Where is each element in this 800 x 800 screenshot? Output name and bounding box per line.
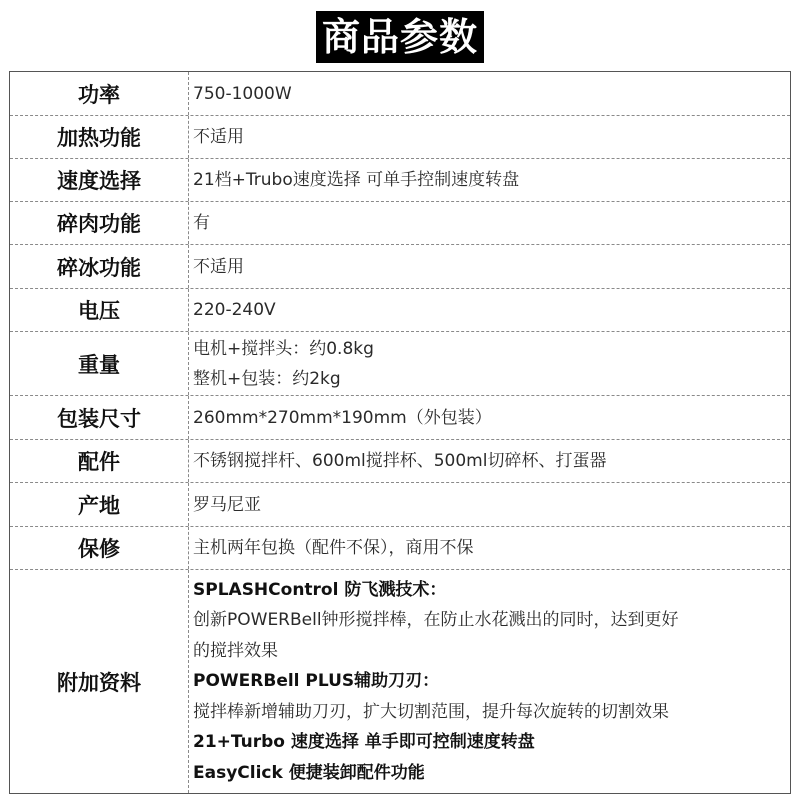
spec-row-origin — [10, 483, 790, 527]
spec-label: 加热功能 — [10, 116, 189, 158]
spec-label: 重量 — [10, 332, 189, 395]
spec-value — [189, 527, 790, 569]
spec-value-line: 不适用 — [193, 256, 244, 277]
feature-heading: SPLASHControl 防飞溅技术： — [193, 579, 447, 600]
feature-heading: 21+Turbo 速度选择 单手即可控制速度转盘 — [193, 732, 535, 753]
spec-value-line: 不适用 — [193, 127, 244, 147]
spec-value-line: 有 — [193, 213, 210, 233]
spec-label: 电压 — [10, 289, 189, 331]
spec-value-line: 21档+Trubo速度选择 可单手控制速度转盘 — [193, 170, 520, 190]
spec-value-line: 罗马尼亚 — [193, 494, 261, 515]
spec-value — [189, 440, 790, 482]
spec-value — [189, 202, 790, 244]
spec-label: 功率 — [10, 72, 189, 115]
page-title: 商品参数 — [316, 11, 484, 63]
spec-value — [189, 245, 790, 288]
spec-row-accessories — [10, 440, 790, 483]
spec-value-line: 整机+包装：约2kg — [193, 368, 341, 389]
spec-row-meat — [10, 202, 790, 245]
feature-heading: EasyClick 便捷装卸配件功能 — [193, 762, 425, 783]
spec-value — [189, 396, 790, 439]
spec-row-voltage — [10, 289, 790, 332]
spec-label: 速度选择 — [10, 159, 189, 201]
spec-row-warranty — [10, 527, 790, 570]
spec-label: 附加资料 — [10, 570, 189, 793]
spec-value — [189, 332, 790, 395]
spec-row-additional-info — [10, 570, 790, 793]
spec-value — [189, 483, 790, 526]
spec-label: 碎肉功能 — [10, 202, 189, 244]
spec-value — [189, 116, 790, 158]
spec-value — [189, 72, 790, 115]
spec-value-line: 220-240V — [193, 300, 276, 320]
feature-description: 创新POWERBell钟形搅拌棒，在防止水花溅出的同时，达到更好 — [193, 610, 679, 631]
spec-label: 保修 — [10, 527, 189, 569]
spec-value-line: 电机+搅拌头：约0.8kg — [193, 338, 374, 359]
feature-description: 的搅拌效果 — [193, 640, 278, 661]
spec-row-package-size — [10, 396, 790, 440]
spec-row-speed — [10, 159, 790, 202]
title-wrap — [0, 11, 800, 63]
feature-heading: POWERBell PLUS辅助刀刃： — [193, 671, 440, 692]
spec-label: 包装尺寸 — [10, 396, 189, 439]
spec-table — [9, 71, 791, 794]
spec-value-line: 260mm*270mm*190mm（外包装） — [193, 407, 492, 428]
spec-label: 产地 — [10, 483, 189, 526]
spec-label: 碎冰功能 — [10, 245, 189, 288]
spec-value-line: 主机两年包换（配件不保），商用不保 — [193, 538, 474, 558]
spec-value-line: 750-1000W — [193, 83, 292, 104]
spec-value — [189, 289, 790, 331]
spec-row-ice — [10, 245, 790, 289]
spec-row-weight — [10, 332, 790, 396]
spec-label: 配件 — [10, 440, 189, 482]
spec-value — [189, 159, 790, 201]
spec-value — [189, 570, 790, 793]
spec-value-line: 不锈钢搅拌杆、600ml搅拌杯、500ml切碎杯、打蛋器 — [193, 451, 607, 471]
spec-row-heating — [10, 116, 790, 159]
spec-row-power — [10, 72, 790, 116]
feature-description: 搅拌棒新增辅助刀刃，扩大切割范围，提升每次旋转的切割效果 — [193, 701, 669, 722]
